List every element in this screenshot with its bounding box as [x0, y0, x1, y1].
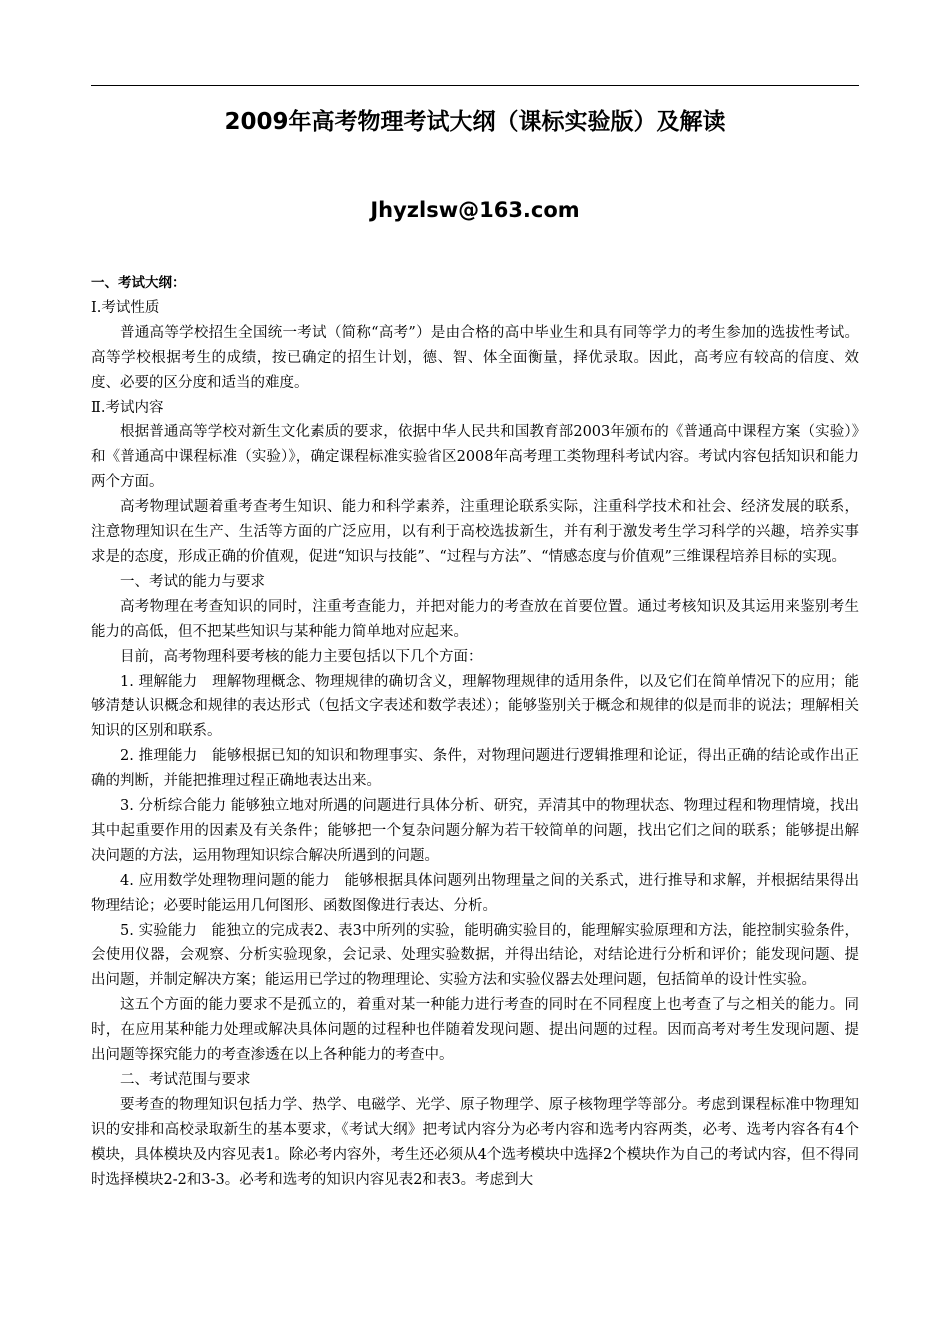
- paragraph-scope-1: 要考查的物理知识包括力学、热学、电磁学、光学、原子物理学、原子核物理学等部分。考虑到课程标准中物理知识的安排和高校录取新生的基本要求，《考试大纲》把考试内容分为必考内容和选考内容两类，必考、选考内容各有4个模块，具体模块及内容见表1。除必考内容外，考生还必须从4个选考模块中选择2个模块作为自己的考试内容，但不得同时选择模块2-2和3-3。必考和选考的知识内容见表2和表3。考虑到大: [91, 1096, 859, 1188]
- paragraph-ability-3: 这五个方面的能力要求不是孤立的，着重对某一种能力进行考查的同时在不同程度上也考查了与之相关的能力。同时，在应用某种能力处理或解决具体问题的过程种也伴随着发现问题、提出问题的过程。因而高考对考生发现问题、提出问题等探究能力的考查渗透在以上各种能力的考查中。: [91, 997, 859, 1064]
- list-item-understanding-ability: 1. 理解能力 理解物理概念、物理规律的确切含义，理解物理规律的适用条件，以及它们在简单情况下的应用；能够清楚认识概念和规律的表达形式（包括文字表述和数学表述）；能够鉴别关于概念和规律的似是而非的说法；理解相关知识的区别和联系。: [91, 673, 859, 740]
- author-email: Jhyzlsw@163.com: [370, 198, 580, 222]
- subheading-scope-requirements: 二、考试范围与要求: [120, 1072, 251, 1088]
- paragraph-ability-1: 高考物理在考查知识的同时，注重考查能力，并把对能力的考查放在首要位置。通过考核知识及其运用来鉴别考生能力的高低，但不把某些知识与某种能力简单地对应起来。: [91, 598, 859, 640]
- part-heading-exam-content: Ⅱ.考试内容: [91, 399, 164, 416]
- paragraph-exam-nature: 普通高等学校招生全国统一考试（简称“高考”）是由合格的高中毕业生和具有同等学力的考生参加的选拔性考试。高等学校根据考生的成绩，按已确定的招生计划，德、智、体全面衡量，择优录取。因此，高考应有较高的信度、效度、必要的区分度和适当的难度。: [91, 324, 859, 391]
- document-title: 2009年高考物理考试大纲（课标实验版）及解读: [224, 109, 726, 135]
- paragraph-ability-2: 目前，高考物理科要考核的能力主要包括以下几个方面：: [120, 648, 483, 665]
- subheading-ability-requirements: 一、考试的能力与要求: [120, 573, 265, 590]
- document-body: [91, 271, 859, 1193]
- list-item-experiment-ability: 5. 实验能力 能独立的完成表2、表3中所列的实验，能明确实验目的，能理解实验原理和方法，能控制实验条件，会使用仪器，会观察、分析实验现象，会记录、处理实验数据，并得出结论，对结论进行分析和评价；能发现问题、提出问题，并制定解决方案；能运用已学过的物理理论、实验方法和实验仪器去处理问题，包括简单的设计性实验。: [91, 922, 859, 989]
- paragraph-exam-content-2: 高考物理试题着重考查考生知识、能力和科学素养，注重理论联系实际，注重科学技术和社会、经济发展的联系，注意物理知识在生产、生活等方面的广泛应用，以有利于高校选拔新生，并有利于激发考生学习科学的兴趣，培养实事求是的态度，形成正确的价值观，促进“知识与技能”、“过程与方法”、“情感态度与价值观”三维课程培养目标的实现。: [91, 499, 859, 565]
- part-heading-exam-nature: Ⅰ.考试性质: [91, 299, 160, 316]
- header-rule: [91, 85, 859, 86]
- list-item-analysis-ability: 3. 分析综合能力 能够独立地对所遇的问题进行具体分析、研究，弄清其中的物理状态、物理过程和物理情境，找出其中起重要作用的因素及有关条件；能够把一个复杂问题分解为若干较简单的问题，找出它们之间的联系；能够提出解决问题的方法，运用物理知识综合解决所遇到的问题。: [91, 798, 859, 864]
- list-item-math-ability: 4. 应用数学处理物理问题的能力 能够根据具体问题列出物理量之间的关系式，进行推导和求解，并根据结果得出物理结论；必要时能运用几何图形、函数图像进行表达、分析。: [91, 872, 859, 914]
- paragraph-exam-content-1: 根据普通高等学校对新生文化素质的要求，依据中华人民共和国教育部2003年颁布的《普通高中课程方案（实验）》和《普通高中课程标准（实验）》，确定课程标准实验省区2008年高考理工类物理科考试内容。考试内容包括知识和能力两个方面。: [91, 424, 859, 491]
- list-item-reasoning-ability: 2. 推理能力 能够根据已知的知识和物理事实、条件，对物理问题进行逻辑推理和论证，得出正确的结论或作出正确的判断，并能把推理过程正确地表达出来。: [91, 748, 859, 790]
- section-heading-exam-outline: 一、考试大纲：: [91, 275, 186, 291]
